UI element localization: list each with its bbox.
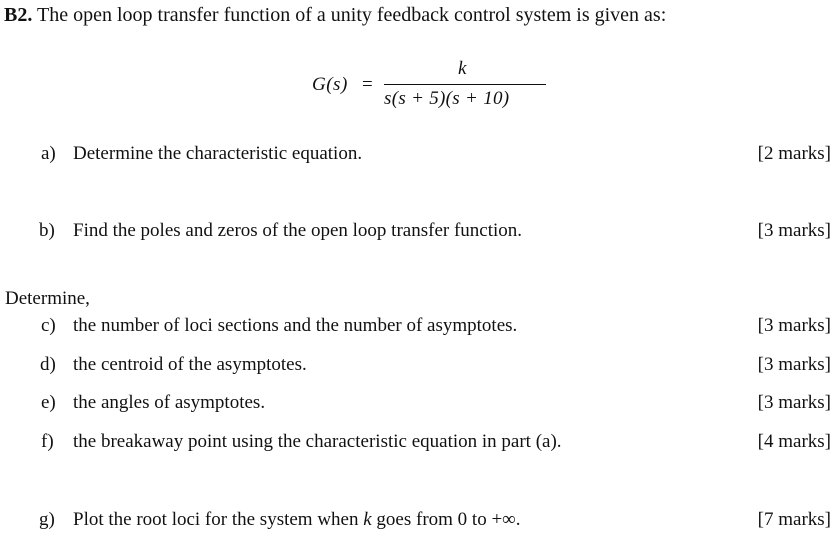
part-g-text-before: Plot the root loci for the system when bbox=[73, 509, 364, 530]
part-c-text: the number of loci sections and the number of asymptotes. bbox=[73, 315, 518, 336]
determine-label: Determine, bbox=[5, 288, 90, 309]
part-g-text bbox=[73, 509, 520, 531]
part-c-letter: c) bbox=[41, 315, 56, 336]
equation-denominator: s(s + 5)(s + 10) bbox=[384, 88, 510, 109]
equation-equals: = bbox=[362, 74, 373, 95]
part-e-text: the angles of asymptotes. bbox=[73, 392, 266, 413]
part-c-marks: [3 marks] bbox=[757, 315, 831, 336]
transfer-function-equation bbox=[312, 58, 552, 118]
question-number: B2. bbox=[4, 4, 33, 26]
question-intro: The open loop transfer function of a unity feedback control system is given as: bbox=[36, 4, 667, 26]
part-d-letter: d) bbox=[40, 354, 56, 375]
part-e-marks: [3 marks] bbox=[757, 392, 831, 413]
part-e-letter: e) bbox=[41, 392, 56, 413]
part-g-variable: k bbox=[363, 509, 372, 530]
equation-lhs: G(s) bbox=[312, 74, 348, 95]
part-d-text: the centroid of the asymptotes. bbox=[73, 354, 307, 375]
part-g-letter: g) bbox=[39, 509, 55, 530]
part-a-marks: [2 marks] bbox=[757, 143, 831, 164]
part-b-text: Find the poles and zeros of the open loop transfer function. bbox=[73, 220, 523, 241]
part-g-text-after: goes from 0 to +∞. bbox=[371, 509, 521, 530]
part-f-letter: f) bbox=[41, 431, 54, 452]
part-a-letter: a) bbox=[41, 143, 56, 164]
question-heading bbox=[4, 4, 666, 27]
part-f-text: the breakaway point using the characteristic equation in part (a). bbox=[73, 431, 562, 452]
part-f-marks: [4 marks] bbox=[757, 431, 831, 452]
part-d-marks: [3 marks] bbox=[757, 354, 831, 375]
part-g-marks: [7 marks] bbox=[757, 509, 831, 530]
fraction-bar bbox=[384, 84, 546, 85]
part-a-text: Determine the characteristic equation. bbox=[73, 143, 363, 164]
equation-numerator: k bbox=[458, 58, 467, 79]
part-b-marks: [3 marks] bbox=[757, 220, 831, 241]
part-b-letter: b) bbox=[39, 220, 55, 241]
